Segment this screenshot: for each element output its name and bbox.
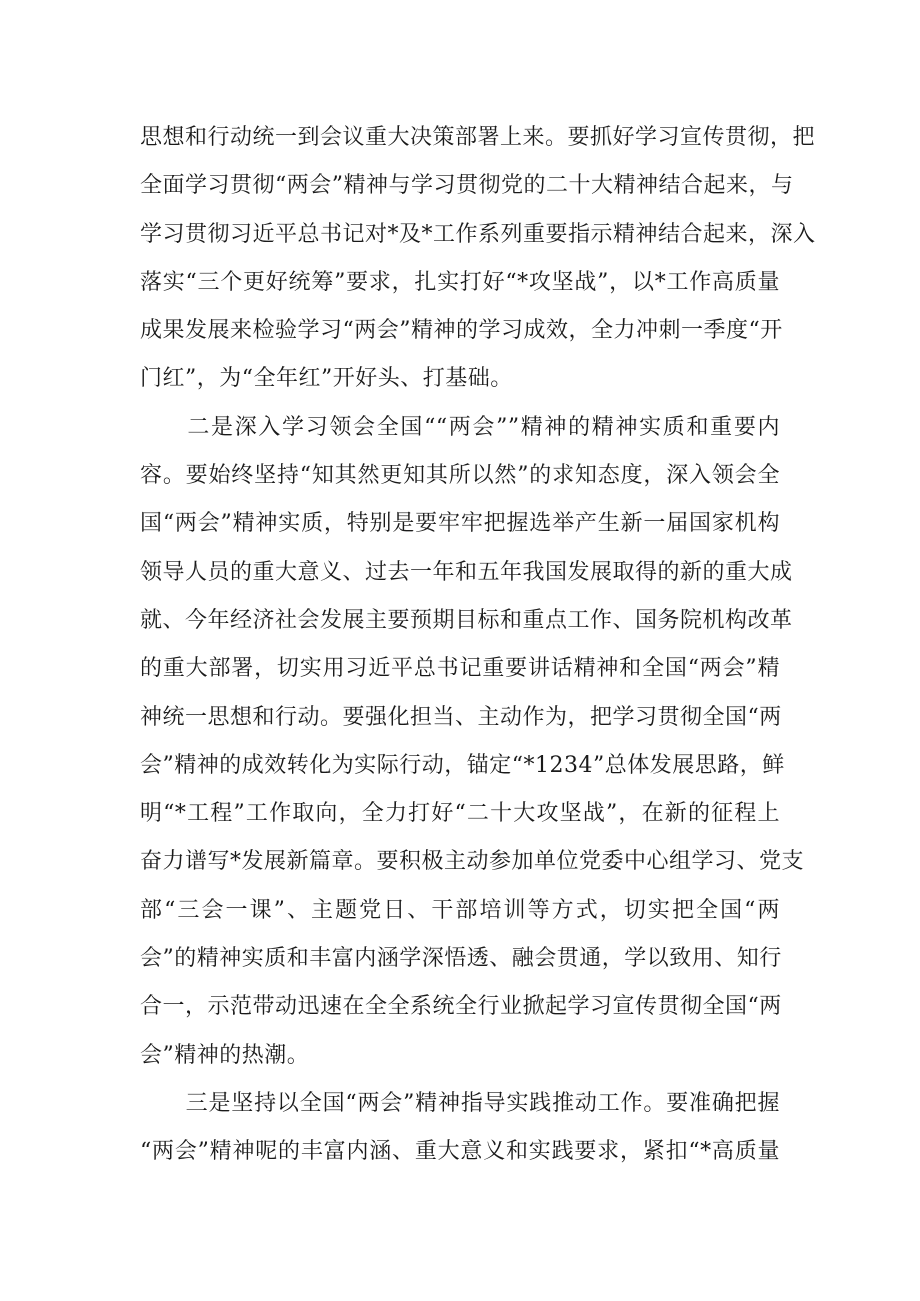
text-line: 会”精神的热潮。 — [140, 1042, 310, 1068]
text-line: 三是坚持以全国“两会”精神指导实践推动工作。要准确把握 — [140, 1090, 780, 1116]
paragraph-3 — [140, 1080, 780, 1177]
text-line: 二是深入学习领会全国““两会””精神的精神实质和重要内 — [140, 414, 780, 440]
text-line: 落实“三个更好统筹”要求，扎实打好“*攻坚战”，以*工作高质量 — [140, 269, 780, 295]
text-line: 奋力谱写*发展新篇章。要积极主动参加单位党委中心组学习、党支 — [140, 849, 805, 875]
text-line: 国“两会”精神实质，特别是要牢牢把握选举产生新一届国家机构 — [140, 511, 780, 537]
text-line: 的重大部署，切实用习近平总书记重要讲话精神和全国“两会”精 — [140, 656, 780, 682]
text-line: 学习贯彻习近平总书记对*及*工作系列重要指示精神结合起来，深入 — [140, 221, 816, 247]
document-body — [140, 114, 816, 1177]
text-line: 会”的精神实质和丰富内涵学深悟透、融会贯通，学以致用、知行 — [140, 946, 782, 972]
text-line: 部“三会一课”、主题党日、干部培训等方式，切实把全国“两 — [140, 897, 780, 923]
text-line: 容。要始终坚持“知其然更知其所以然”的求知态度，深入领会全 — [140, 463, 780, 489]
text-line: 就、今年经济社会发展主要预期目标和重点工作、国务院机构改革 — [140, 607, 793, 633]
text-line: 门红”，为“全年红”开好头、打基础。 — [140, 366, 513, 392]
paragraph-1 — [140, 114, 816, 404]
paragraph-2 — [140, 404, 805, 1080]
text-line: 合一，示范带动迅速在全全系统全行业掀起学习宣传贯彻全国“两 — [140, 994, 782, 1020]
text-line: 成果发展来检验学习“两会”精神的学习成效，全力冲刺一季度“开 — [140, 318, 783, 344]
text-line: 思想和行动统一到会议重大决策部署上来。要抓好学习宣传贯彻，把 — [140, 125, 816, 150]
text-line: 神统一思想和行动。要强化担当、主动作为，把学习贯彻全国“两 — [140, 704, 782, 730]
text-line: 领导人员的重大意义、过去一年和五年我国发展取得的新的重大成 — [140, 559, 793, 585]
text-line: 会”精神的成效转化为实际行动，锚定“*1234”总体发展思路，鲜 — [140, 752, 785, 778]
text-line: 明“*工程”工作取向，全力打好“二十大攻坚战”，在新的征程上 — [140, 801, 780, 827]
text-line: “两会”精神呢的丰富内涵、重大意义和实践要求，紧扣“*高质量 — [140, 1139, 780, 1165]
text-line: 全面学习贯彻“两会”精神与学习贯彻党的二十大精神结合起来，与 — [140, 173, 794, 199]
